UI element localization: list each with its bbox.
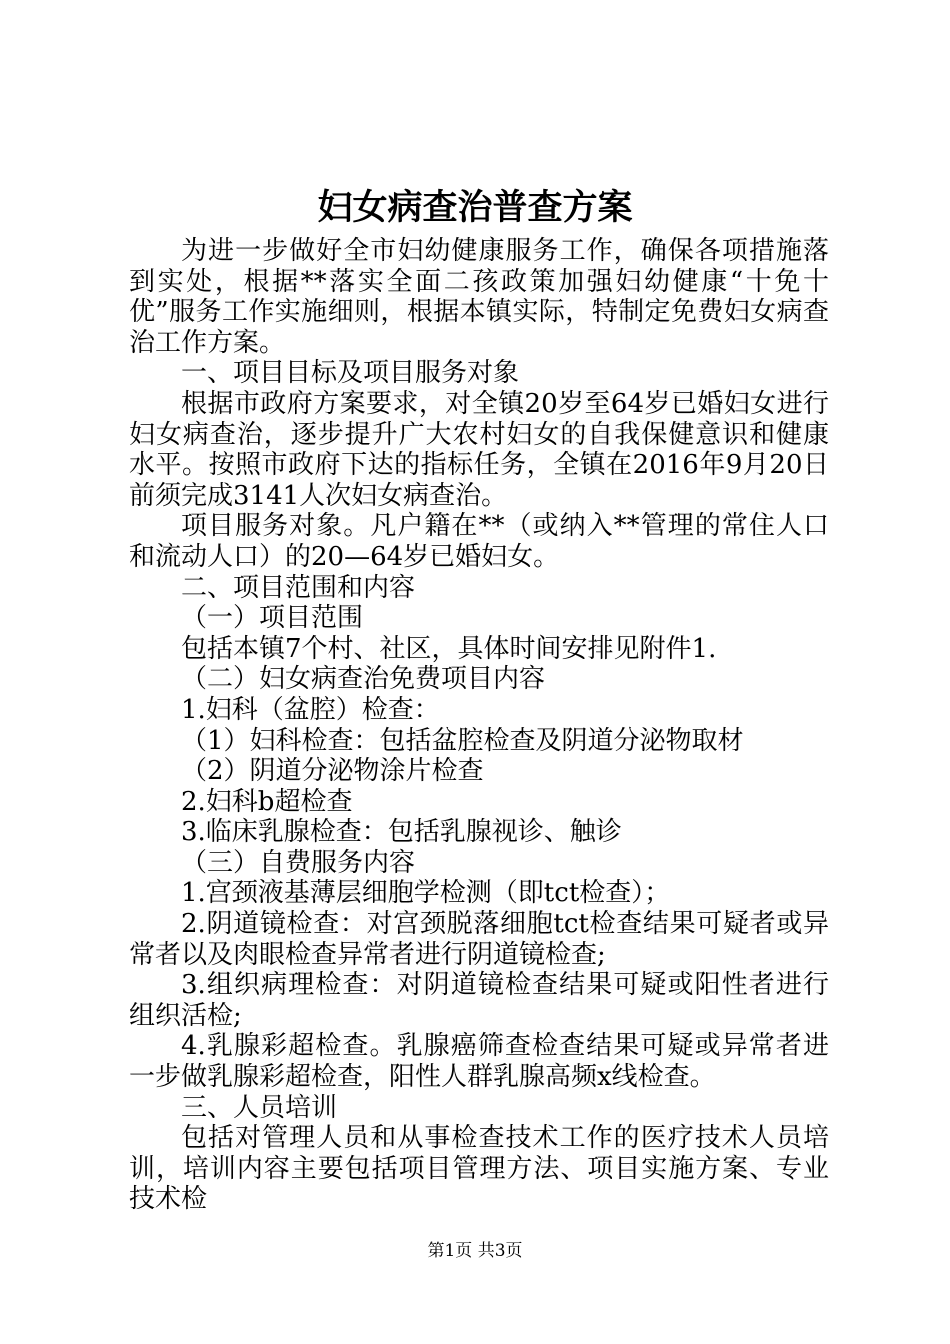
subsection-heading: （二）妇女病查治免费项目内容 (181, 664, 546, 695)
section-heading: 二、项目范围和内容 (181, 572, 416, 603)
paragraph: 包括对管理人员和从事检查技术工作的医疗技术人员培训，培训内容主要包括项目管理方法、项目实施方案、专业技术检 (129, 1123, 829, 1215)
list-item: 2.妇科b超检查 (181, 786, 353, 817)
page-footer: 第1页 共3页 (427, 1241, 523, 1261)
paragraph: 根据市政府方案要求，对全镇20岁至64岁已婚妇女进行妇女病查治，逐步提升广大农村妇女的自我保健意识和健康水平。按照市政府下达的指标任务，全镇在2016年9月20日前须完成3141人次妇女病查治。 (129, 388, 829, 511)
paragraph: 为进一步做好全市妇幼健康服务工作，确保各项措施落到实处，根据**落实全面二孩政策加强妇幼健康“十免十优”服务工作实施细则，根据本镇实际，特制定免费妇女病查治工作方案。 (129, 236, 829, 358)
subsection-heading: （三）自费服务内容 (181, 847, 416, 878)
list-item: 3.组织病理检查：对阴道镜检查结果可疑或阳性者进行组织活检; (129, 970, 829, 1031)
document-title: 妇女病查治普查方案 (317, 187, 633, 228)
list-item: 1.妇科（盆腔）检查： (181, 694, 440, 725)
list-item: （2）阴道分泌物涂片检查 (181, 756, 484, 787)
list-item: 1.宫颈液基薄层细胞学检测（即tct检查）； (181, 878, 671, 909)
section-heading: 三、人员培训 (181, 1092, 338, 1123)
paragraph: 包括本镇7个村、社区，具体时间安排见附件1. (181, 633, 717, 664)
list-item: 2.阴道镜检查：对宫颈脱落细胞tct检查结果可疑者或异常者以及肉眼检查异常者进行阴道镜检查; (129, 909, 829, 970)
list-item: 4.乳腺彩超检查。乳腺癌筛查检查结果可疑或异常者进一步做乳腺彩超检查，阳性人群乳腺高频x线检查。 (129, 1031, 829, 1093)
subsection-heading: （一）项目范围 (181, 603, 364, 634)
list-item: （1）妇科检查：包括盆腔检查及阴道分泌物取材 (181, 725, 744, 756)
section-heading: 一、项目目标及项目服务对象 (181, 358, 520, 389)
list-item: 3.临床乳腺检查：包括乳腺视诊、触诊 (181, 817, 622, 848)
document-body (129, 236, 829, 1215)
paragraph: 项目服务对象。凡户籍在**（或纳入**管理的常住人口和流动人口）的20—64岁已婚妇女。 (129, 511, 829, 572)
